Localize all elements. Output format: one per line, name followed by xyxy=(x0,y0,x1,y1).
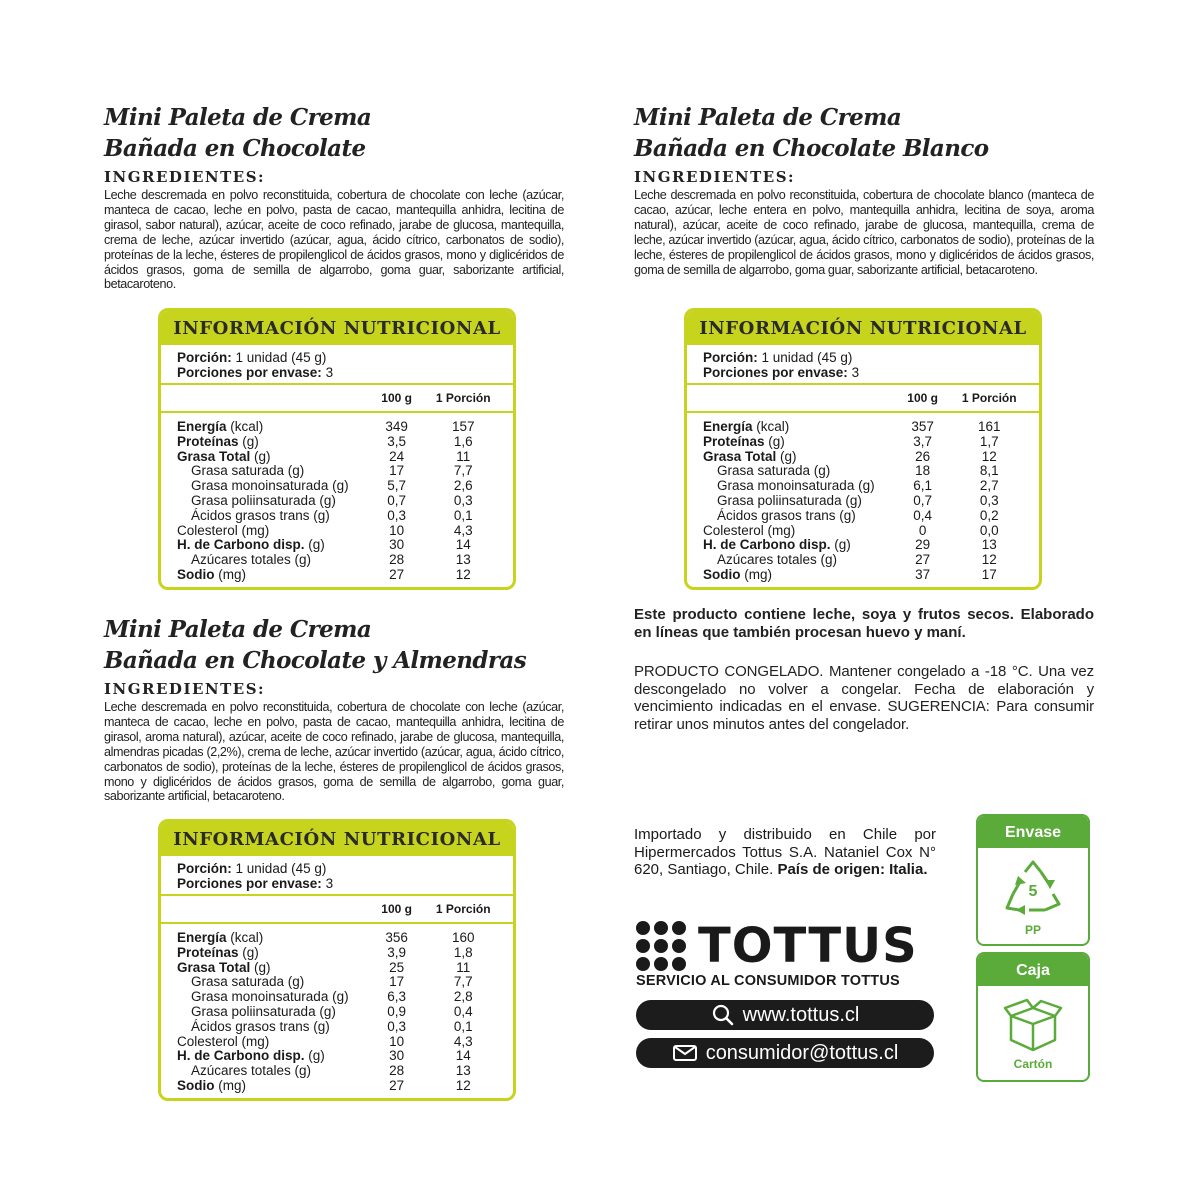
nutrition-row xyxy=(703,524,1027,539)
nutrition-row xyxy=(177,464,501,479)
product-title-line: Mini Paleta de Crema xyxy=(634,104,902,131)
product-title-line: Bañada en Chocolate Blanco xyxy=(634,135,989,162)
nutrient-unit: (g) xyxy=(238,433,259,449)
nutrient-unit: Ácidos grasos trans (g) xyxy=(191,1018,330,1034)
value-per-100g: 0,9 xyxy=(387,1003,407,1019)
portions-label: Porciones por envase: xyxy=(177,876,322,891)
nutrient-unit: Grasa saturada (g) xyxy=(717,463,831,479)
nutrient-unit: (g) xyxy=(304,537,325,553)
value-per-portion: 1,7 xyxy=(979,433,999,449)
nutrition-row xyxy=(703,568,1027,583)
value-per-portion: 12 xyxy=(981,448,997,464)
envelope-icon xyxy=(672,1043,698,1063)
value-per-100g: 6,1 xyxy=(913,478,933,494)
nutrition-heading: INFORMACIÓN NUTRICIONAL xyxy=(161,311,513,345)
logo-dots-icon xyxy=(636,921,686,971)
nutrient-unit: Ácidos grasos trans (g) xyxy=(191,507,330,523)
nutrient-unit: (g) xyxy=(250,448,271,464)
value-per-portion: 7,7 xyxy=(453,974,473,990)
value-per-100g: 0,3 xyxy=(387,507,407,523)
value-per-100g: 17 xyxy=(389,463,405,479)
value-per-portion: 11 xyxy=(456,959,471,975)
ingredients-text: Leche descremada en polvo reconstituida, cobertura de chocolate con leche (azúcar, manteca de cacao, leche en polvo, pasta de cacao, mantequilla anhidra, lecitina de girasol, sabor natural), azúcar, aceite de coco refinado, jarabe de glucosa, mantequilla, crema de leche, azúcar invertido (azúcar, agua, ácido cítrico, carbonatos de sodio), proteínas de la leche, ésteres de propilenglicol de ácidos grasos, mono y diglicéridos de ácidos grasos, goma de semilla de algarrobo, goma guar, saborizante artificial, betacaroteno. xyxy=(104,188,564,292)
badge-body xyxy=(978,986,1088,1071)
search-icon xyxy=(711,1003,735,1027)
portions-line xyxy=(703,365,1023,380)
nutrition-row xyxy=(177,1005,501,1020)
nutrient-unit: Grasa monoinsaturada (g) xyxy=(191,989,349,1005)
value-per-100g: 3,9 xyxy=(387,944,407,960)
value-per-portion: 17 xyxy=(981,566,997,582)
customer-service-label: SERVICIO AL CONSUMIDOR TOTTUS xyxy=(636,973,900,989)
value-per-portion: 4,3 xyxy=(453,1033,473,1049)
nutrient-unit: (mg) xyxy=(740,566,772,582)
column-header-100g: 100 g xyxy=(381,902,412,916)
product-almond-chocolate xyxy=(104,614,564,804)
nutrition-row xyxy=(177,1020,501,1035)
value-per-100g: 5,7 xyxy=(387,478,407,494)
nutrition-table xyxy=(158,819,516,1101)
value-per-portion: 12 xyxy=(455,1077,471,1093)
logo-wordmark: TOTTUS xyxy=(698,918,918,974)
portions-value: 3 xyxy=(325,876,334,891)
nutrient-name: Sodio xyxy=(177,566,215,582)
value-per-100g: 349 xyxy=(385,419,408,434)
portion-value: 1 unidad (45 g) xyxy=(761,350,853,365)
nutrition-row xyxy=(703,553,1027,568)
portion-label: Porción: xyxy=(703,350,758,365)
value-per-portion: 0,1 xyxy=(453,507,473,523)
value-per-100g: 6,3 xyxy=(387,989,407,1005)
tottus-logo xyxy=(636,918,936,974)
product-title xyxy=(104,614,564,676)
nutrition-rows xyxy=(687,413,1039,587)
nutrient-label xyxy=(177,450,368,465)
value-per-100g: 0,3 xyxy=(387,1018,407,1034)
nutrient-unit: (mg) xyxy=(214,566,246,582)
nutrient-unit: Grasa saturada (g) xyxy=(191,463,305,479)
value-per-portion: 0,4 xyxy=(453,1003,473,1019)
email-link[interactable] xyxy=(636,1038,934,1068)
nutrient-name: Grasa Total xyxy=(177,448,251,464)
value-per-portion: 2,7 xyxy=(979,478,999,494)
badge-title: Caja xyxy=(978,954,1088,986)
value-per-100g: 37 xyxy=(915,566,931,582)
portion-value: 1 unidad (45 g) xyxy=(235,861,327,876)
portion-line xyxy=(703,350,1023,365)
value-per-100g: 18 xyxy=(915,463,931,479)
value-per-100g: 0,7 xyxy=(913,492,933,508)
nutrient-label xyxy=(703,464,894,479)
portions-line xyxy=(177,876,497,891)
product-title xyxy=(634,102,1094,164)
nutrient-unit: (kcal) xyxy=(752,419,790,434)
portions-value: 3 xyxy=(851,365,860,380)
value-per-portion: 13 xyxy=(455,1063,471,1079)
nutrition-table xyxy=(684,308,1042,590)
nutrient-unit: Colesterol (mg) xyxy=(703,522,796,538)
nutrient-label xyxy=(177,435,368,450)
recycle-icon xyxy=(1001,858,1065,918)
nutrient-name: Energía xyxy=(177,419,227,434)
nutrition-heading: INFORMACIÓN NUTRICIONAL xyxy=(687,311,1039,345)
nutrient-unit: (kcal) xyxy=(226,419,264,434)
value-per-100g: 27 xyxy=(915,552,931,568)
value-per-portion: 0,3 xyxy=(453,492,473,508)
badge-material: Cartón xyxy=(1013,1057,1053,1071)
portions-label: Porciones por envase: xyxy=(177,365,322,380)
nutrient-label xyxy=(177,975,368,990)
nutrition-row xyxy=(177,420,501,435)
nutrient-label xyxy=(177,464,368,479)
nutrient-label xyxy=(177,420,368,435)
nutrition-row xyxy=(177,931,501,946)
product-white-chocolate xyxy=(634,102,1094,277)
nutrition-row xyxy=(177,538,501,553)
nutrient-name: Sodio xyxy=(177,1077,215,1093)
nutrition-row xyxy=(177,568,501,583)
nutrient-unit: Azúcares totales (g) xyxy=(191,1063,312,1079)
nutrition-row xyxy=(177,1079,501,1094)
nutrient-label xyxy=(177,931,368,946)
nutrient-label xyxy=(177,509,368,524)
ingredients-heading: INGREDIENTES: xyxy=(634,168,796,186)
nutrient-name: H. de Carbono disp. xyxy=(177,1048,305,1064)
resin-code: 5 xyxy=(1028,883,1038,900)
nutrient-label xyxy=(177,1064,368,1079)
nutrition-column-headers xyxy=(687,385,1039,413)
nutrition-row xyxy=(703,420,1027,435)
value-per-portion: 12 xyxy=(455,566,471,582)
product-title xyxy=(104,102,564,164)
nutrient-label xyxy=(177,568,368,583)
portion-label: Porción: xyxy=(177,350,232,365)
value-per-portion: 11 xyxy=(456,448,471,464)
value-per-portion: 8,1 xyxy=(979,463,999,479)
nutrient-unit: Grasa monoinsaturada (g) xyxy=(717,478,875,494)
nutrient-unit: Ácidos grasos trans (g) xyxy=(717,507,856,523)
nutrient-label xyxy=(177,961,368,976)
recycling-badge-caja xyxy=(976,952,1090,1082)
value-per-portion: 13 xyxy=(981,537,997,553)
value-per-portion: 2,6 xyxy=(453,478,473,494)
nutrient-name: Grasa Total xyxy=(177,959,251,975)
nutrition-row xyxy=(177,509,501,524)
nutrient-name: Proteínas xyxy=(703,433,765,449)
nutrient-label xyxy=(703,420,894,435)
nutrition-row xyxy=(177,1035,501,1050)
portions-line xyxy=(177,365,497,380)
product-title-line: Mini Paleta de Crema xyxy=(104,104,372,131)
nutrition-row xyxy=(177,1064,501,1079)
nutrient-label xyxy=(703,553,894,568)
value-per-100g: 0,7 xyxy=(387,492,407,508)
value-per-portion: 0,1 xyxy=(453,1018,473,1034)
value-per-100g: 3,5 xyxy=(387,433,407,449)
nutrition-row xyxy=(177,553,501,568)
nutrient-label xyxy=(177,1079,368,1094)
value-per-portion: 157 xyxy=(451,419,475,434)
nutrition-row xyxy=(177,990,501,1005)
nutrition-row xyxy=(177,946,501,961)
value-per-100g: 29 xyxy=(915,537,931,553)
value-per-portion: 1,8 xyxy=(453,944,473,960)
nutrient-unit: Grasa poliinsaturada (g) xyxy=(191,492,336,508)
nutrient-label xyxy=(177,1020,368,1035)
ingredients-heading: INGREDIENTES: xyxy=(104,168,266,186)
value-per-100g: 17 xyxy=(389,974,405,990)
nutrient-unit: Azúcares totales (g) xyxy=(717,552,838,568)
nutrition-row xyxy=(703,450,1027,465)
column-header-portion: 1 Porción xyxy=(435,902,491,916)
nutrition-column-headers xyxy=(161,896,513,924)
email-text: consumidor@tottus.cl xyxy=(705,1041,899,1064)
nutrient-label xyxy=(177,1035,368,1050)
nutrient-name: H. de Carbono disp. xyxy=(177,537,305,553)
value-per-100g: 27 xyxy=(389,1077,405,1093)
value-per-100g: 356 xyxy=(385,930,408,945)
nutrient-unit: (g) xyxy=(238,944,259,960)
nutrient-label xyxy=(177,524,368,539)
product-title-line: Bañada en Chocolate y Almendras xyxy=(104,647,527,674)
value-per-portion: 1,6 xyxy=(453,433,473,449)
recycling-badge-envase xyxy=(976,814,1090,946)
storage-notice: PRODUCTO CONGELADO. Mantener congelado a -18 °C. Una vez descongelado no volver a congelar. Fecha de elaboración y vencimiento indicadas en el envase. SUGERENCIA: Para consumir retirar unos minutos antes del congelador. xyxy=(634,663,1094,733)
portion-info xyxy=(161,856,513,896)
value-per-portion: 7,7 xyxy=(453,463,473,479)
nutrient-name: H. de Carbono disp. xyxy=(703,537,831,553)
nutrient-unit: Grasa monoinsaturada (g) xyxy=(191,478,349,494)
portion-line xyxy=(177,350,497,365)
nutrition-column-headers xyxy=(161,385,513,413)
nutrient-label xyxy=(177,1005,368,1020)
value-per-portion: 14 xyxy=(455,537,471,553)
website-link[interactable] xyxy=(636,1000,934,1030)
value-per-portion: 0,3 xyxy=(979,492,999,508)
nutrition-rows xyxy=(161,413,513,587)
value-per-100g: 28 xyxy=(389,552,405,568)
nutrient-label xyxy=(177,538,368,553)
nutrient-unit: Colesterol (mg) xyxy=(177,522,270,538)
column-header-100g: 100 g xyxy=(381,391,412,405)
nutrient-label xyxy=(703,494,894,509)
nutrient-unit: (g) xyxy=(830,537,851,553)
nutrient-label xyxy=(703,435,894,450)
nutrition-row xyxy=(703,464,1027,479)
value-per-portion: 4,3 xyxy=(453,522,473,538)
country-of-origin: País de origen: Italia. xyxy=(777,861,928,878)
nutrient-unit: Azúcares totales (g) xyxy=(191,552,312,568)
column-header-portion: 1 Porción xyxy=(435,391,491,405)
nutrient-label xyxy=(177,494,368,509)
badge-material: PP xyxy=(1024,923,1041,937)
nutrition-row xyxy=(177,494,501,509)
value-per-100g: 28 xyxy=(389,1063,405,1079)
nutrient-name: Proteínas xyxy=(177,433,239,449)
value-per-100g: 10 xyxy=(389,522,405,538)
nutrient-label xyxy=(703,568,894,583)
value-per-100g: 0 xyxy=(918,522,927,538)
value-per-100g: 0,4 xyxy=(913,507,933,523)
allergen-notice: Este producto contiene leche, soya y frutos secos. Elaborado en líneas que también procesan huevo y maní. xyxy=(634,606,1094,641)
nutrient-name: Energía xyxy=(177,930,227,945)
value-per-portion: 12 xyxy=(981,552,997,568)
value-per-100g: 30 xyxy=(389,1048,405,1064)
value-per-portion: 0,0 xyxy=(979,522,999,538)
nutrition-row xyxy=(703,479,1027,494)
portion-info xyxy=(161,345,513,385)
nutrition-row xyxy=(177,975,501,990)
column-header-100g: 100 g xyxy=(907,391,938,405)
nutrient-unit: (mg) xyxy=(214,1077,246,1093)
badge-body xyxy=(978,848,1088,937)
nutrition-table xyxy=(158,308,516,590)
nutrition-row xyxy=(703,494,1027,509)
value-per-100g: 24 xyxy=(389,448,405,464)
value-per-portion: 0,2 xyxy=(979,507,999,523)
nutrition-row xyxy=(177,435,501,450)
nutrient-unit: Grasa poliinsaturada (g) xyxy=(717,492,862,508)
nutrition-row xyxy=(177,1049,501,1064)
nutrient-unit: (g) xyxy=(250,959,271,975)
nutrient-name: Proteínas xyxy=(177,944,239,960)
nutrition-row xyxy=(177,961,501,976)
product-title-line: Bañada en Chocolate xyxy=(104,135,366,162)
product-chocolate xyxy=(104,102,564,292)
nutrient-label xyxy=(177,946,368,961)
website-text: www.tottus.cl xyxy=(742,1003,860,1026)
value-per-100g: 30 xyxy=(389,537,405,553)
value-per-100g: 27 xyxy=(389,566,405,582)
nutrient-unit: Grasa saturada (g) xyxy=(191,974,305,990)
value-per-100g: 26 xyxy=(915,448,931,464)
nutrition-row xyxy=(703,509,1027,524)
nutrient-label xyxy=(177,479,368,494)
ingredients-heading: INGREDIENTES: xyxy=(104,680,266,698)
ingredients-text: Leche descremada en polvo reconstituida, cobertura de chocolate blanco (manteca de cacao, azúcar, leche entera en polvo, mantequilla anhidra, lecitina de soya, aroma natural), azúcar, aceite de coco refinado, jarabe de glucosa, mantequilla, crema de leche, azúcar invertido (azúcar, agua, ácido cítrico, carbonatos de sodio), proteínas de la leche, ésteres de propilenglicol de ácidos grasos, mono y diglicéridos de ácidos grasos, goma de semilla de algarrobo, goma guar, saborizante artificial, betacaroteno. xyxy=(634,188,1094,277)
nutrition-row xyxy=(177,450,501,465)
nutrient-label xyxy=(177,553,368,568)
nutrient-label xyxy=(703,524,894,539)
value-per-portion: 13 xyxy=(455,552,471,568)
nutrient-unit: (g) xyxy=(776,448,797,464)
portions-value: 3 xyxy=(325,365,334,380)
nutrient-unit: Grasa poliinsaturada (g) xyxy=(191,1003,336,1019)
ingredients-text: Leche descremada en polvo reconstituida, cobertura de chocolate con leche (azúcar, manteca de cacao, leche en polvo, pasta de cacao, mantequilla anhidra, lecitina de girasol, aroma natural), azúcar, aceite de coco refinado, jarabe de glucosa, mantequilla, almendras picadas (2,2%), crema de leche, azúcar invertido (azúcar, agua, ácido cítrico, carbonatos de sodio), proteínas de la leche, ésteres de propilenglicol de ácidos grasos, mono y diglicéridos de ácidos grasos, goma de semilla de algarrobo, goma guar, saborizante artificial, betacaroteno. xyxy=(104,700,564,804)
box-icon xyxy=(1001,996,1065,1052)
nutrient-unit: (kcal) xyxy=(226,930,264,945)
column-header-portion: 1 Porción xyxy=(961,391,1017,405)
product-title-line: Mini Paleta de Crema xyxy=(104,616,372,643)
nutrition-rows xyxy=(161,924,513,1098)
nutrient-label xyxy=(703,450,894,465)
nutrient-unit: Colesterol (mg) xyxy=(177,1033,270,1049)
value-per-portion: 160 xyxy=(451,930,475,945)
value-per-100g: 357 xyxy=(911,419,934,434)
nutrient-name: Grasa Total xyxy=(703,448,777,464)
nutrition-row xyxy=(703,538,1027,553)
nutrient-label xyxy=(703,509,894,524)
nutrition-heading: INFORMACIÓN NUTRICIONAL xyxy=(161,822,513,856)
portion-info xyxy=(687,345,1039,385)
portion-value: 1 unidad (45 g) xyxy=(235,350,327,365)
nutrient-name: Sodio xyxy=(703,566,741,582)
nutrient-label xyxy=(703,479,894,494)
nutrient-unit: (g) xyxy=(764,433,785,449)
nutrient-label xyxy=(177,1049,368,1064)
nutrient-label xyxy=(177,990,368,1005)
nutrient-unit: (g) xyxy=(304,1048,325,1064)
nutrition-row xyxy=(177,524,501,539)
nutrition-row xyxy=(177,479,501,494)
importer-info xyxy=(634,826,936,879)
portion-label: Porción: xyxy=(177,861,232,876)
value-per-100g: 25 xyxy=(389,959,405,975)
badge-title: Envase xyxy=(978,816,1088,848)
value-per-100g: 3,7 xyxy=(913,433,933,449)
value-per-portion: 2,8 xyxy=(453,989,473,1005)
portions-label: Porciones por envase: xyxy=(703,365,848,380)
value-per-portion: 14 xyxy=(455,1048,471,1064)
nutrient-name: Energía xyxy=(703,419,753,434)
value-per-portion: 161 xyxy=(977,419,1001,434)
nutrition-row xyxy=(703,435,1027,450)
importer-text: Importado y distribuido en Chile por Hipermercados Tottus S.A. Nataniel Cox N° 620, Santiago, Chile. xyxy=(634,826,936,878)
portion-line xyxy=(177,861,497,876)
nutrient-label xyxy=(703,538,894,553)
value-per-100g: 10 xyxy=(389,1033,405,1049)
